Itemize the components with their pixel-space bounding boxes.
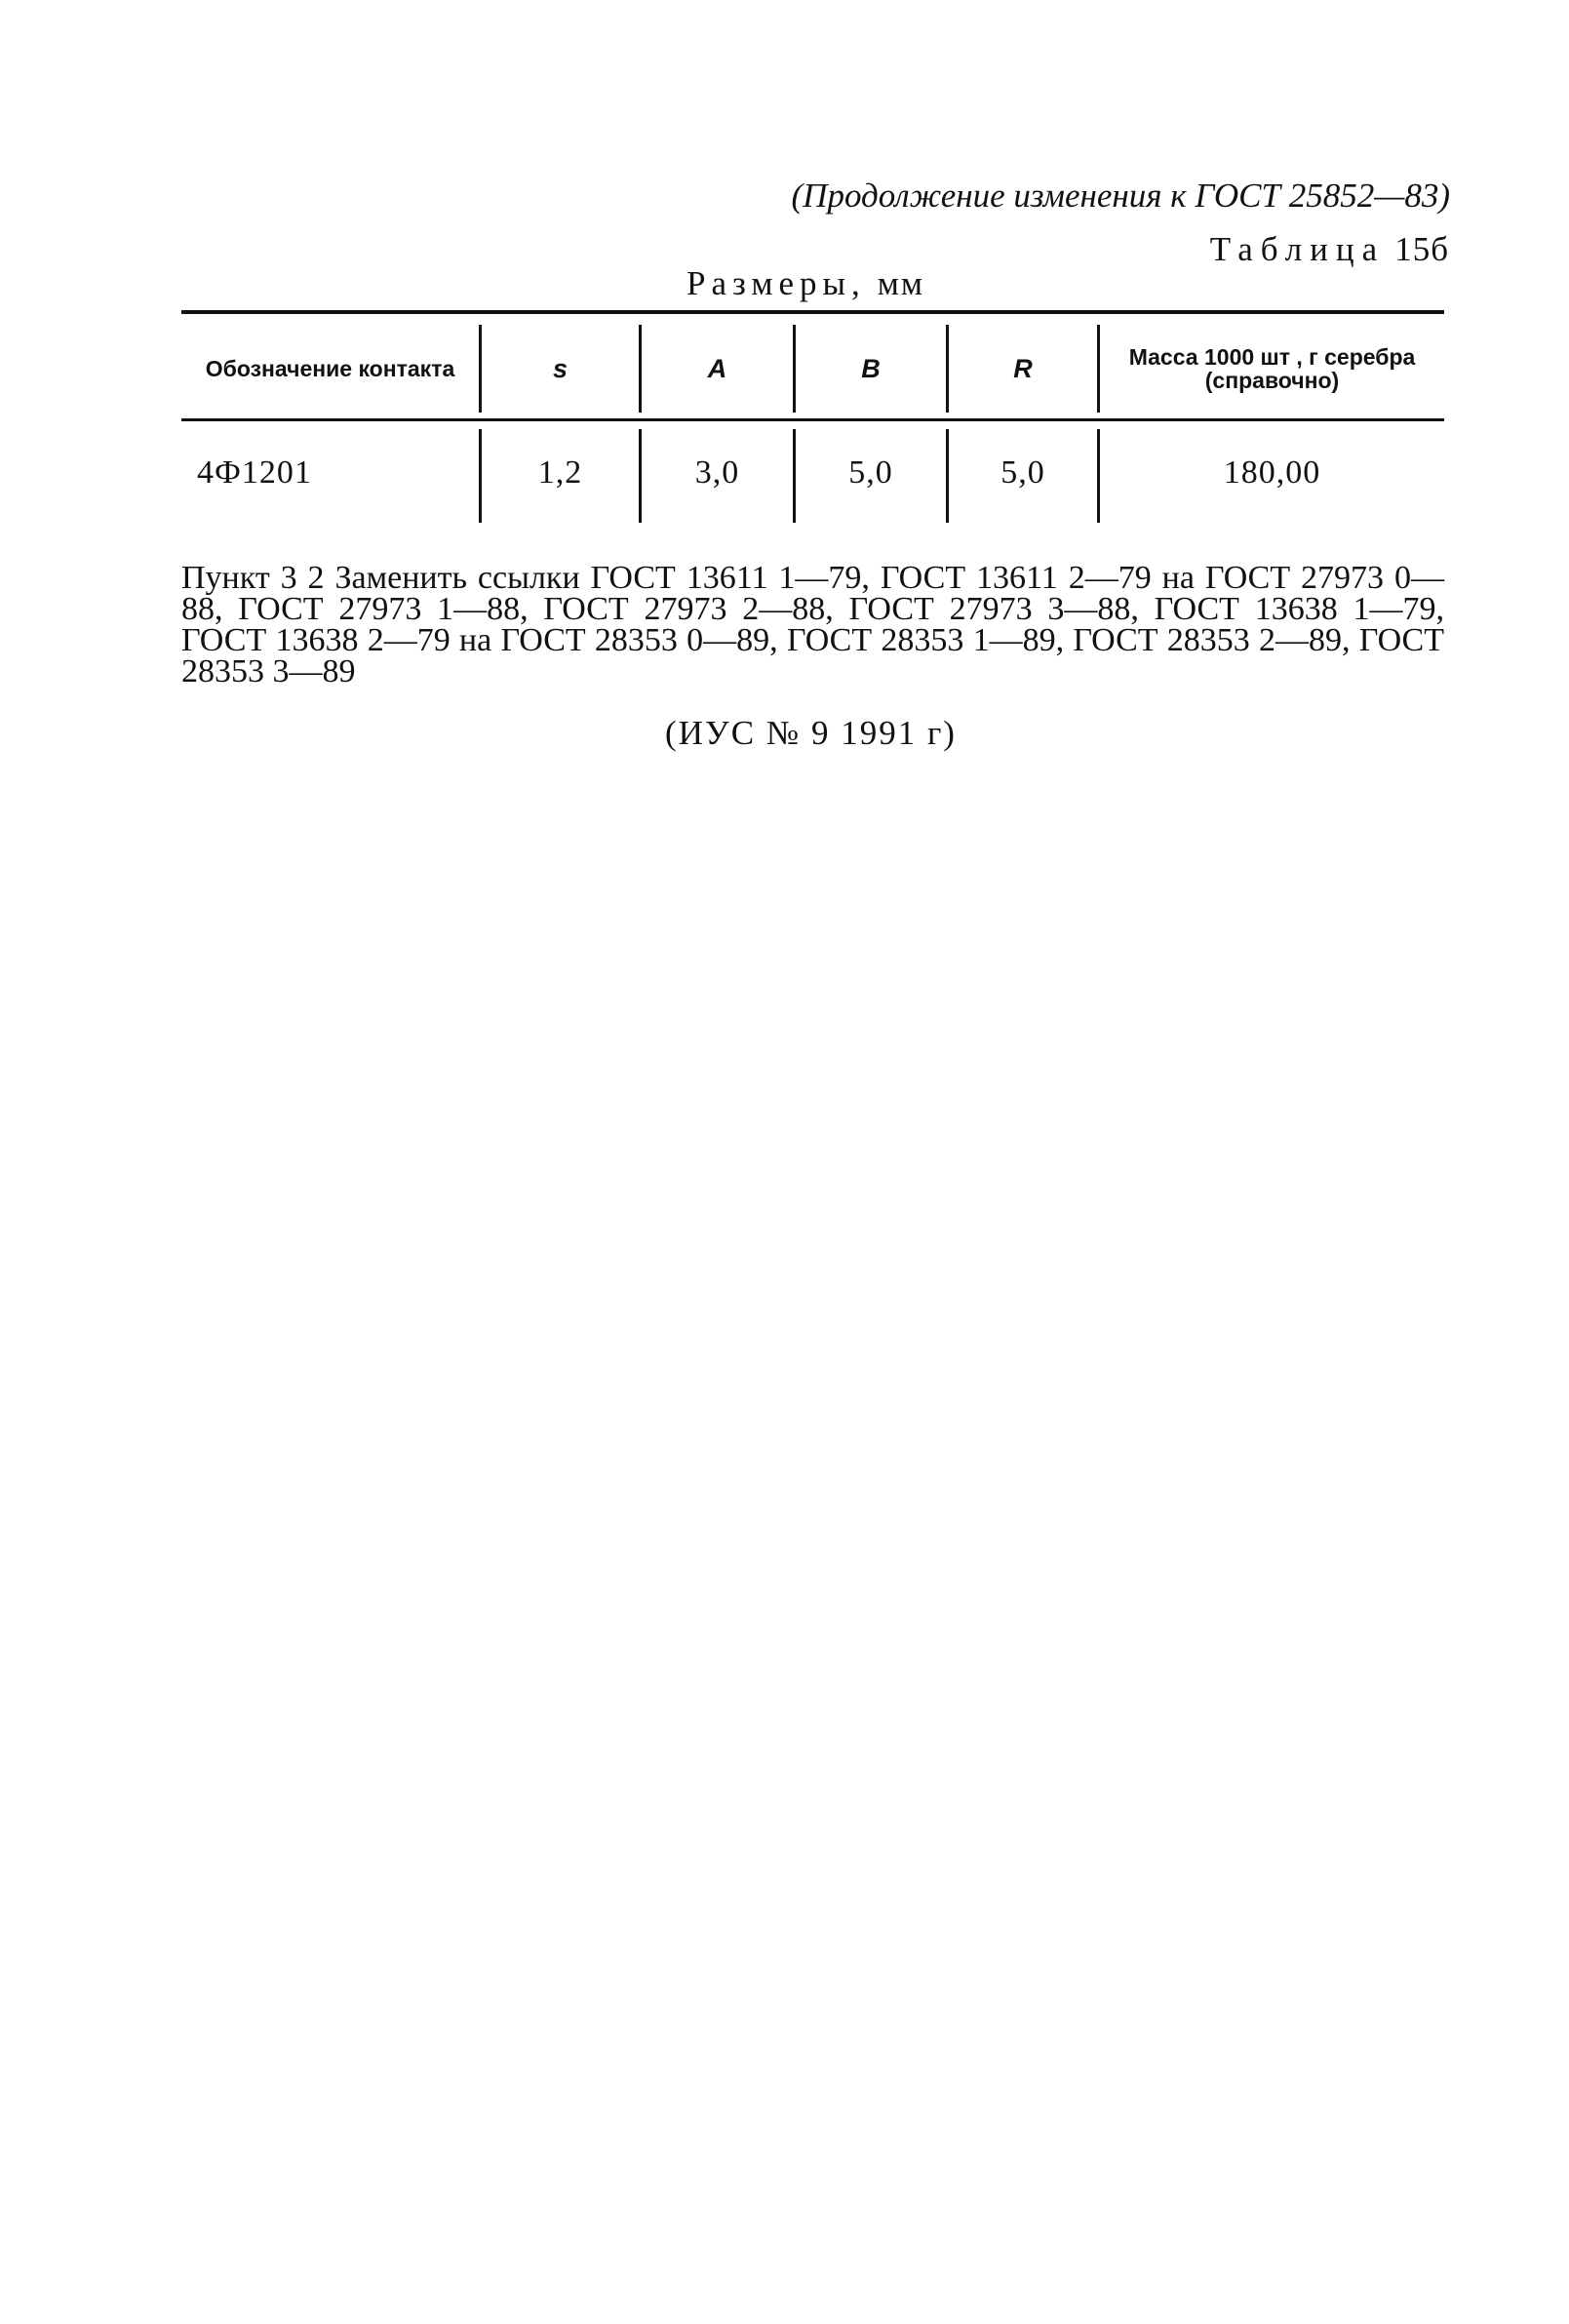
table-number: 15б <box>1394 230 1449 268</box>
amendment-text: Пункт 3 2 Заменить ссылки ГОСТ 13611 1—79, ГОСТ 13611 2—79 на ГОСТ 27973 0—88, ГОСТ 27973 1—88, ГОСТ 27973 2—88, ГОСТ 27973 3—88, ГОСТ 13638 1—79, ГОСТ 13638 2—79 на ГОСТ 28353 0—89, ГОСТ 28353 1—89, ГОСТ 28353 2—89, ГОСТ 28353 3—89 <box>181 560 1444 689</box>
units-caption <box>686 264 924 303</box>
units-value: мм <box>877 264 925 302</box>
table-header-rule <box>181 418 1444 421</box>
amendment-paragraph <box>181 560 1444 689</box>
header-mass: Масса 1000 шт , г серебра (справочно) <box>1128 344 1416 393</box>
dimensions-table <box>181 310 1444 525</box>
cell-s: 1,2 <box>537 454 583 491</box>
cell-a: 3,0 <box>694 454 740 491</box>
continuation-heading: (Продолжение изменения к ГОСТ 25852—83) <box>791 177 1450 215</box>
header-s: s <box>552 354 569 383</box>
table-label: Таблица <box>1209 230 1386 268</box>
header-b: B <box>861 354 881 383</box>
header-a: A <box>707 354 727 383</box>
cell-b: 5,0 <box>848 454 893 491</box>
cell-mass: 180,00 <box>1223 454 1321 491</box>
table-top-rule <box>181 310 1444 314</box>
header-designation: Обозначение контакта <box>205 356 455 381</box>
table-title <box>1210 230 1449 269</box>
cell-r: 5,0 <box>1000 454 1045 491</box>
source-reference: (ИУС № 9 1991 г) <box>665 714 957 752</box>
cell-designation: 4Ф1201 <box>197 454 312 491</box>
units-label: Размеры, <box>686 264 866 302</box>
header-r: R <box>1013 354 1033 383</box>
